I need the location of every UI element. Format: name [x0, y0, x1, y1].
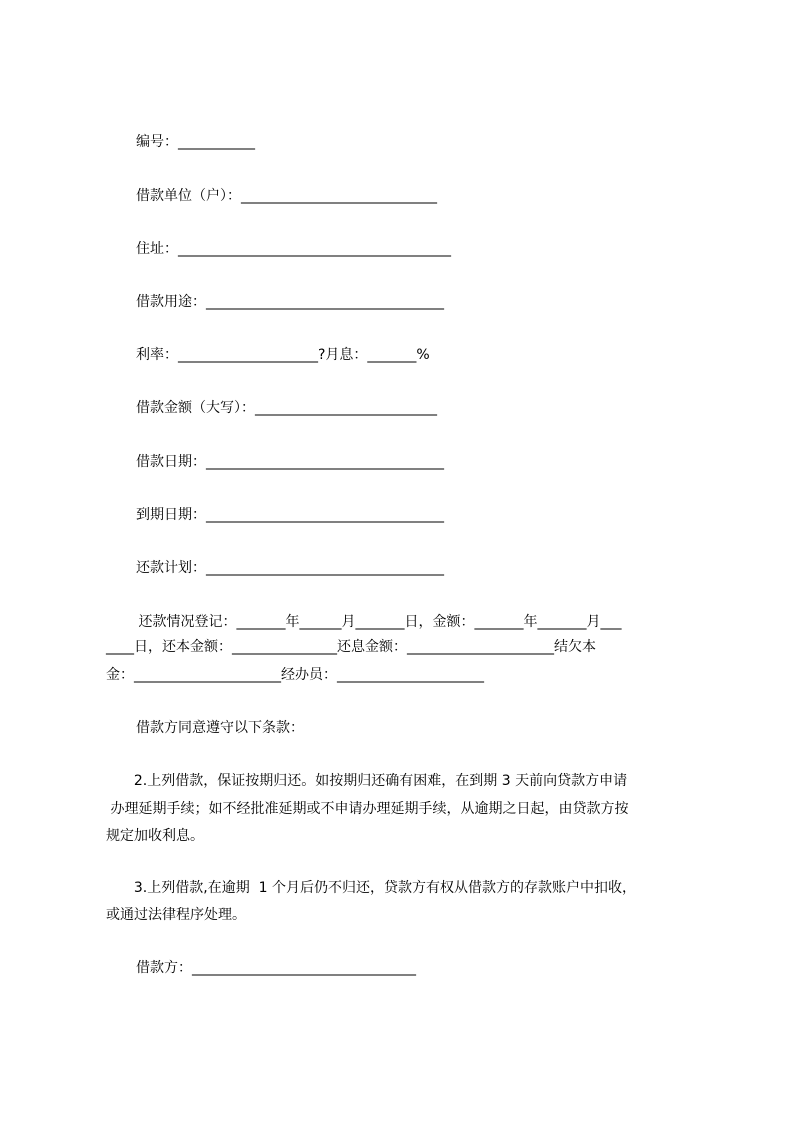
- field-address: 住址：_______________________________________: [136, 241, 451, 257]
- terms-intro: 借款方同意遵守以下条款：: [136, 720, 304, 736]
- field-borrower: 借款方：________________________________: [136, 960, 416, 976]
- repayment-record-line-2: ____日，还本金额：_______________还息金额：_____________________结欠本: [106, 639, 596, 655]
- field-repayment-plan: 还款计划：__________________________________: [136, 560, 444, 576]
- clause-3-line-1: 3.上列借款,在逾期 1 个月后仍不归还，贷款方有权从借款方的存款账户中扣收，: [125, 880, 636, 896]
- repayment-record-line-1: 还款情况登记：_______年______月_______日，金额：_______年_______月___: [134, 614, 622, 630]
- clause-2-line-1: 2.上列借款，保证按期归还。如按期归还确有困难，在到期 3 天前向贷款方申请: [125, 773, 628, 789]
- clause-3-line-2: 或通过法律程序处理。: [106, 907, 246, 923]
- field-borrower-unit: 借款单位（户）：____________________________: [136, 188, 437, 204]
- field-due-date: 到期日期：__________________________________: [136, 507, 444, 523]
- field-loan-amount: 借款金额（大写）：__________________________: [136, 400, 437, 416]
- field-number: 编号：___________: [136, 134, 255, 150]
- field-loan-date: 借款日期：__________________________________: [136, 454, 444, 470]
- clause-2-line-3: 规定加收利息。: [106, 828, 204, 844]
- repayment-record-line-3: 金：_____________________经办员：_____________________: [106, 667, 484, 683]
- field-interest-rate: 利率：____________________?月息：_______%: [136, 347, 430, 363]
- field-loan-purpose: 借款用途：__________________________________: [136, 294, 444, 310]
- clause-2-line-2: 办理延期手续；如不经批准延期或不申请办理延期手续，从逾期之日起，由贷款方按: [106, 801, 629, 817]
